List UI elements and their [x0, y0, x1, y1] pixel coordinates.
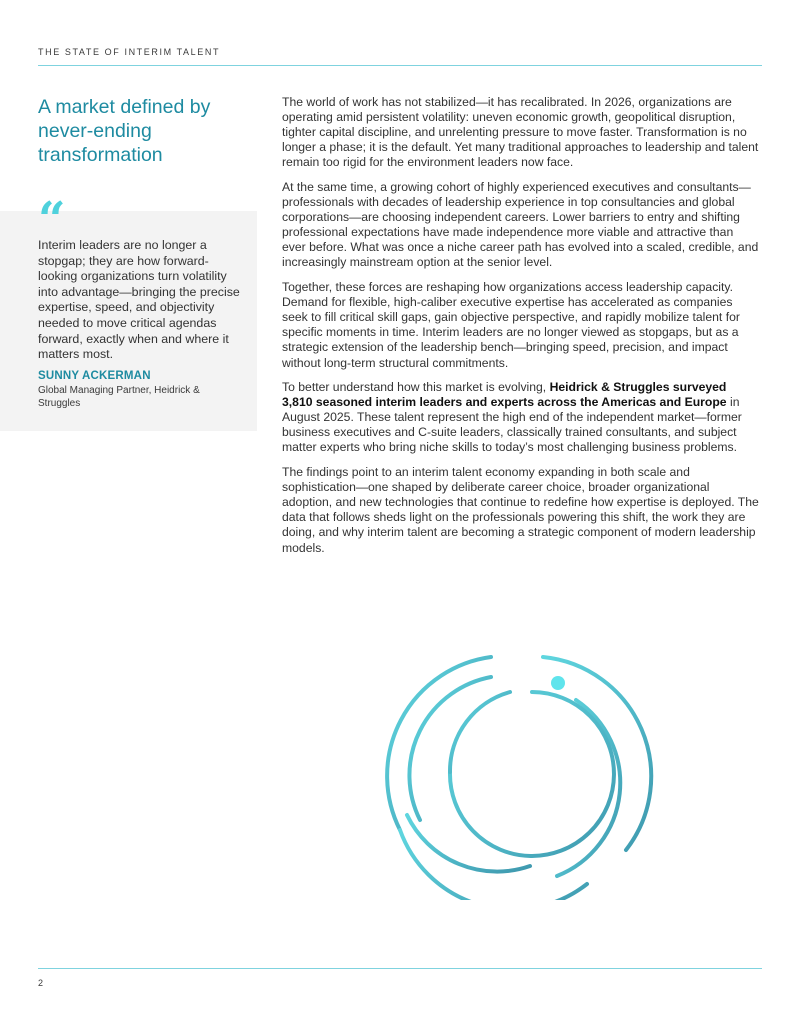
quote-author-role: Global Managing Partner, Heidrick & Struggles	[38, 385, 200, 409]
ring-dot	[551, 676, 565, 690]
page-title: A market defined by never-ending transformation	[38, 96, 211, 166]
body-text	[282, 95, 760, 565]
ring-arc-inner	[450, 692, 614, 856]
body-paragraph: The world of work has not stabilized—it has recalibrated. In 2026, organizations are operating amid persistent volatility: uneven economic growth, geopolitical disruption, tighter capital discipline, and unrelenting pressure to move faster. Transformation is no longer a phase; it is the default. Yet many traditional approaches to leadership and talent remain too rigid for the environment leaders now face.	[282, 95, 759, 170]
survey-highlight: Heidrick & Struggles surveyed 3,810 seasoned interim leaders and experts across the Americas and Europe	[282, 380, 727, 410]
pull-quote-text: Interim leaders are no longer a stopgap; they are how forward-looking organizations turn volatility into advantage—bringing the precise expertise, speed, and objectivity needed to move critical agendas forward, exactly when and where it matters most.	[38, 238, 240, 362]
body-text-span: To better understand how this market is evolving,	[282, 380, 550, 395]
body-text-span: in August 2025. These talent represent the high end of the independent market—former business executives and C-suite leaders, classically trained consultants, and subject matter experts who bring niche skills to today’s most challenging business problems.	[282, 395, 742, 455]
body-paragraph: Together, these forces are reshaping how organizations access leadership capacity. Demand for flexible, high-caliber executive expertise has accelerated as companies seek to fill critical skill gaps, gain objective perspective, and rapidly mobilize talent for specific moments in time. Interim leaders are no longer viewed as stopgaps, but as a strategic extension of the leadership bench—bringing speed, precision, and impact without long-term structural commitments.	[282, 280, 740, 370]
ring-arc-outer	[400, 830, 587, 900]
quote-mark-icon: “	[38, 192, 66, 248]
ring-arc-inner	[450, 692, 510, 772]
quote-author-name: SUNNY ACKERMAN	[38, 370, 151, 382]
page-number: 2	[38, 978, 44, 988]
body-paragraph: At the same time, a growing cohort of highly experienced executives and consultants—professionals with decades of leadership experience in top consultancies and global corporations—are choosing independent careers. Lower barriers to entry and shifting professional expectations have made independence more viable and attractive than ever before. What was once a niche career path has evolved into a scaled, credible, and increasingly mainstream option at the senior level.	[282, 179, 759, 270]
concentric-rings-graphic	[380, 640, 680, 900]
body-paragraph	[282, 380, 760, 455]
header-divider	[38, 65, 762, 66]
body-paragraph: The findings point to an interim talent economy expanding in both scale and sophistication—one shaped by deliberate career choice, broader organizational adoption, and new technologies that continue to redefine how expertise is deployed. The data that follows sheds light on the professionals powering this shift, the work they are doing, and why interim talent are becoming a strategic component of modern leadership models.	[282, 465, 759, 555]
footer-divider	[38, 968, 762, 969]
ring-arc-middle	[409, 677, 491, 820]
running-header: THE STATE OF INTERIM TALENT	[38, 47, 221, 57]
